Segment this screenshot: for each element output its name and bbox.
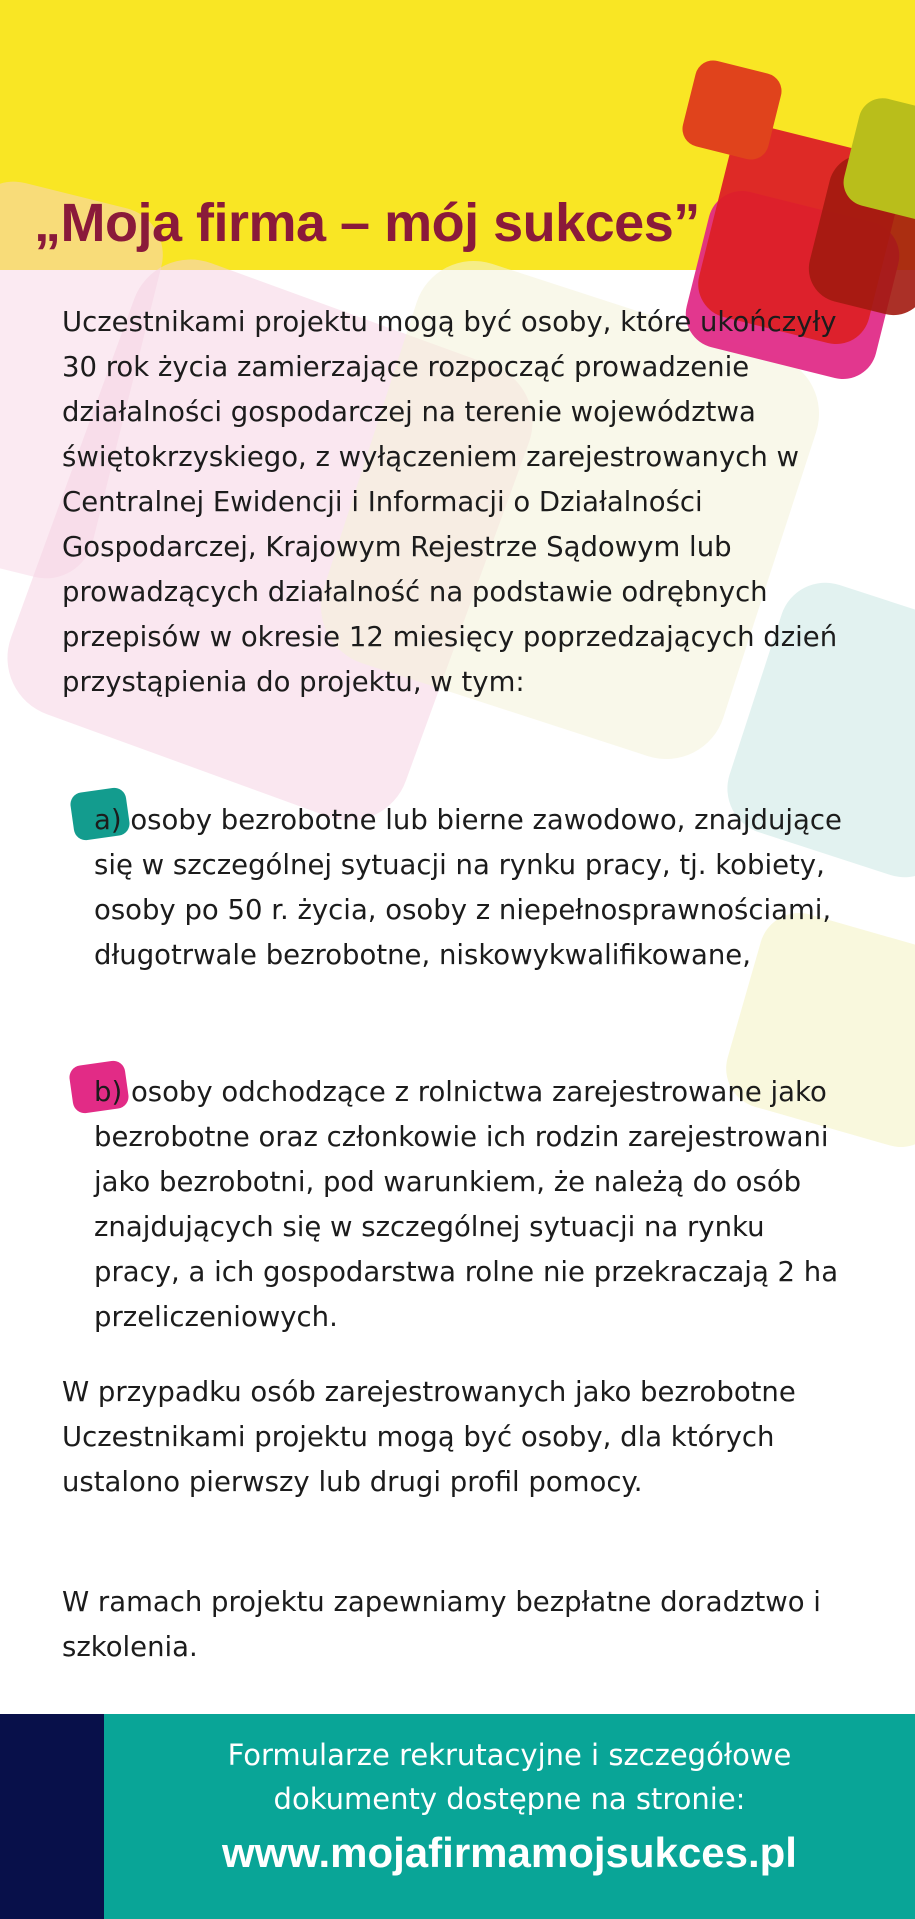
website-link[interactable]: www.mojafirmamojsukces.pl — [222, 1829, 797, 1876]
list-item-b-text: osoby odchodzące z rolnictwa zarejestrowane jako bezrobotne oraz członkowie ich rodzin zarejestrowani jako bezrobotni, pod warunkiem, że należą do osób znajdujących się w szczególnej sytuacji na rynku pracy, a ich gospodarstwa rolne nie przekraczają 2 ha przeliczeniowych. — [94, 1076, 839, 1333]
list-item-b — [94, 1070, 854, 1340]
page-title: „Moja firma – mój sukces” — [34, 193, 700, 253]
footer-line-1: Formularze rekrutacyjne i szczegółowe — [227, 1738, 792, 1772]
intro-paragraph: Uczestnikami projektu mogą być osoby, które ukończyły 30 rok życia zamierzające rozpocząć prowadzenie działalności gospodarczej na terenie województwa świętokrzyskiego, z wyłączeniem zarejestrowanych w Centralnej Ewidencji i Informacji o Działalności Gospodarczej, Krajowym Rejestrze Sądowym lub prowadzących działalność na podstawie odrębnych przepisów w okresie 12 miesięcy poprzedzających dzień przystąpienia do projektu, w tym: — [62, 306, 838, 698]
list-marker-a: a) — [94, 804, 122, 836]
list-marker-b: b) — [94, 1076, 123, 1108]
outro-paragraph-1: W przypadku osób zarejestrowanych jako bezrobotne Uczestnikami projektu mogą być osoby, dla których ustalono pierwszy lub drugi profil pomocy. — [62, 1376, 796, 1498]
list-item-a-text: osoby bezrobotne lub bierne zawodowo, znajdujące się w szczególnej sytuacji na rynku pracy, tj. kobiety, osoby po 50 r. życia, osoby z niepełnosprawnościami, długotrwale bezrobotne, niskowykwalifikowane, — [94, 804, 842, 971]
footer-navy-block — [0, 1714, 104, 1919]
list-item-a — [94, 798, 854, 978]
footer-line-2: dokumenty dostępne na stronie: — [273, 1782, 746, 1816]
outro-paragraph-2: W ramach projektu zapewniamy bezpłatne doradztwo i szkolenia. — [62, 1586, 821, 1663]
